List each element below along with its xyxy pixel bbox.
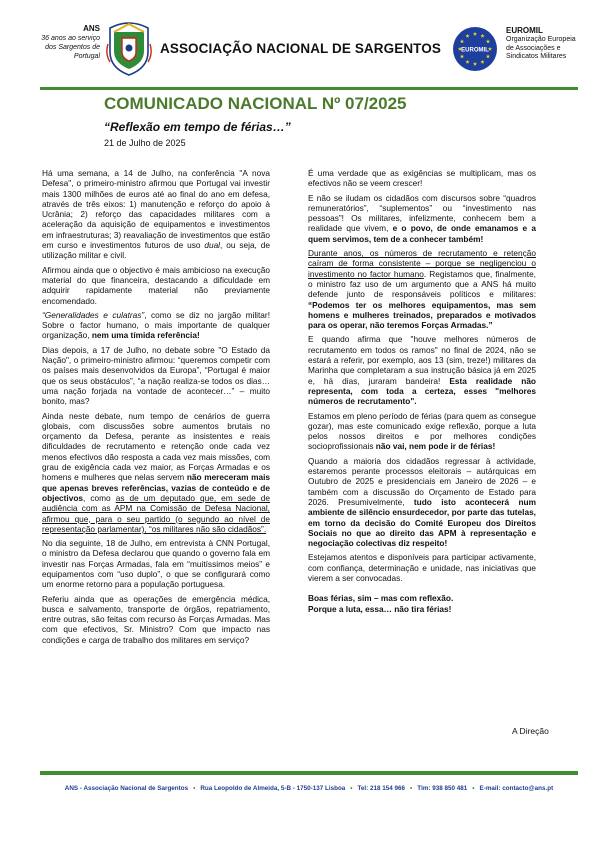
euromil-description-line: Organização Europeia — [506, 36, 576, 43]
communique-date: 21 de Julho de 2025 — [104, 138, 186, 148]
ans-crest-logo — [104, 18, 154, 76]
ans-identity — [8, 24, 100, 61]
footer-email[interactable]: E-mail: contacto@ans.pt — [479, 785, 554, 792]
paragraph: “Generalidades e culatras”, como se diz no jargão militar! Sobre o factor humano, o mais importante de qualquer organização, nem uma tímida referência! — [42, 309, 270, 341]
signature: A Direção — [512, 726, 549, 736]
paragraph: E não se iludam os cidadãos com discursos sobre “quadros remuneratórios”, “suplementos” ou “investimento nas pessoas”! Os militares, infelizmente, conhecem bem a realidade que vivem, e o povo, de onde emanamos e a quem servimos, tem de a conhecer também! — [308, 192, 536, 244]
euromil-identity — [506, 26, 598, 62]
ans-tagline-line: dos Sargentos de — [45, 44, 100, 51]
paragraph: E quando afirma que "houve melhores números de recrutamento em todos os ramos" no final de 2024, não se estará a referir, por exemplo, aos 13 (sim, treze!) militares da Marinha que completaram a sua instrução básica já em 2025 e, há dias, juraram bandeira! Esta realidade não representa, com toda a certeza, esses "melhores números de recrutamento". — [308, 334, 537, 407]
euromil-description-line: Sindicatos Militares — [506, 53, 567, 60]
left-column — [42, 168, 270, 649]
paragraph: Quando a maioria dos cidadãos regressar à actividade, estaremos perante processos eleitorais – autárquicas em Outubro de 2025 e presidenciais em Janeiro de 2026 – e também com a discussão do Orçamento de Estado para 2026. Presumivelmente, tudo isto acontecerá num ambiente de silêncio ensurdecedor, por parte das tutelas, em torno da decisão do Comité Europeu dos Direitos Sociais no que ao direito das APM à representação e negociação colectivas diz respeito! — [308, 455, 536, 549]
paragraph: Dias depois, a 17 de Julho, no debate sobre "O Estado da Nação", o primeiro-ministro afirmou: “queremos competir com os países mais desenvolvidos da Europa”, “Portugal é maior que os seus obstáculos”, “a nação realiza-se todos os dias… uma nação forjada na vontade de acontecer…” – muito bonito, mas? — [42, 344, 270, 407]
communique-subtitle: “Reflexão em tempo de férias…” — [104, 120, 291, 134]
footer-tlm: Tlm: 938 850 481 — [417, 785, 468, 792]
footer-separator-icon: • — [350, 785, 353, 792]
paragraph: É uma verdade que as exigências se multiplicam, mas os efectivos não se veem crescer! — [308, 168, 536, 189]
ans-name: ANS — [83, 24, 100, 33]
paragraph: No dia seguinte, 18 de Julho, em entrevista à CNN Portugal, o ministro da Defesa declarou que quando o governo fala em investir nas Forças Armadas, fala em “muitíssimos meios” e equipamentos com “uso duplo”, o que se configurará como um enorme retorno para a população portuguesa. — [42, 538, 270, 590]
page-header — [0, 0, 602, 92]
paragraph: Estejamos atentos e disponíveis para participar activamente, com confiança, determinação e unidade, nas iniciativas que vierem a ser convocadas. — [308, 552, 536, 583]
footer-separator-icon: • — [193, 785, 196, 792]
paragraph: Afirmou ainda que o objectivo é mais ambicioso na execução material do que financeira, destacando a dificuldade em adquirir rapidamente material não previamente encomendado. — [42, 264, 270, 306]
communique-title: COMUNICADO NACIONAL Nº 07/2025 — [104, 94, 407, 113]
paragraph: Referiu ainda que as operações de emergência médica, busca e salvamento, transporte de órgãos, repatriamento, entre outras, são feitas com recurso às Forças Armadas. Mas com que efectivos, Sr. Ministro? Com que impacto nas condições e carga de trabalho dos militares em serviço? — [42, 593, 270, 645]
footer-address: Rua Leopoldo de Almeida, 5-B - 1750-137 Lisboa — [200, 785, 346, 792]
paragraph: Ainda neste debate, num tempo de cenários de guerra globais, com discussões sobre aumentos brutais no orçamento da Defesa, perante as insistentes e reais dificuldades de recrutamento e retenção onde cada vez menos efectivos dão resposta a cada vez mais missões, com grau de exigência cada vez maior, as Forças Armadas e os homens e mulheres que nelas servem não mereceram mais que apenas breves referências, vazias de conteúdo e de objectivos, como as de um deputado que, em sede de audiência com as APM na Comissão de Defesa Nacional, afirmou que, para o seu partido (o segundo ao nível de representação parlamentar), “os militares não são cidadãos”. — [42, 410, 271, 534]
page-footer — [40, 785, 578, 792]
closing-line: Boas férias, sim – mas com reflexão. Porque a luta, essa… não tira férias! — [308, 593, 454, 614]
euromil-name: EUROMIL — [506, 26, 543, 35]
ans-tagline-line: Portugal — [73, 53, 100, 60]
organization-name: ASSOCIAÇÃO NACIONAL DE SARGENTOS — [160, 41, 441, 56]
right-column — [308, 168, 536, 618]
paragraph: Há uma semana, a 14 de Julho, na conferência "A nova Defesa", o primeiro-ministro afirmou que Portugal vai investir mais 1300 milhões de euros até ao final do ano em defesa, através de três eixos: 1) manutenção e reforço do apoio à Ucrânia; 2) reforço das capacidades militares com a aceleração da aquisição de equipamentos e investimentos em infraestruturas; 3) reavaliação de investimentos que estão em curso e investimentos futuros de uso dual, ou seja, de utilização militar e civil. — [42, 168, 270, 261]
footer-tel: Tel: 218 154 966 — [357, 785, 406, 792]
paragraph: Estamos em pleno período de férias (para quem as consegue gozar), mas este comunicado exige reflexão, porque a luta pelos nossos direitos e por melhores condições socioprofissionais não vai, nem pode ir de férias! — [308, 410, 536, 452]
footer-separator-icon: • — [472, 785, 475, 792]
footer-org: ANS - Associação Nacional de Sargentos — [64, 785, 189, 792]
euromil-description-line: de Associações e — [506, 44, 561, 52]
euromil-logo-text: EUROMIL — [461, 47, 489, 54]
euromil-logo — [452, 26, 498, 72]
footer-separator-icon: • — [410, 785, 413, 792]
ans-tagline-line: 36 anos ao serviço — [41, 35, 100, 42]
header-divider — [40, 87, 578, 90]
footer-divider — [40, 771, 578, 775]
paragraph: Durante anos, os números de recrutamento e retenção caíram de forma consistente – porque se negligenciou o investimento no factor humano. Registamos que, finalmente, o ministro faz uso de um argumento que a ANS há muito defende junto de responsáveis políticos e militares: “Podemos ter os melhores equipamentos, mas sem homens e mulheres treinados, preparados e motivados para os operar, não teremos Forças Armadas.” — [308, 248, 536, 331]
